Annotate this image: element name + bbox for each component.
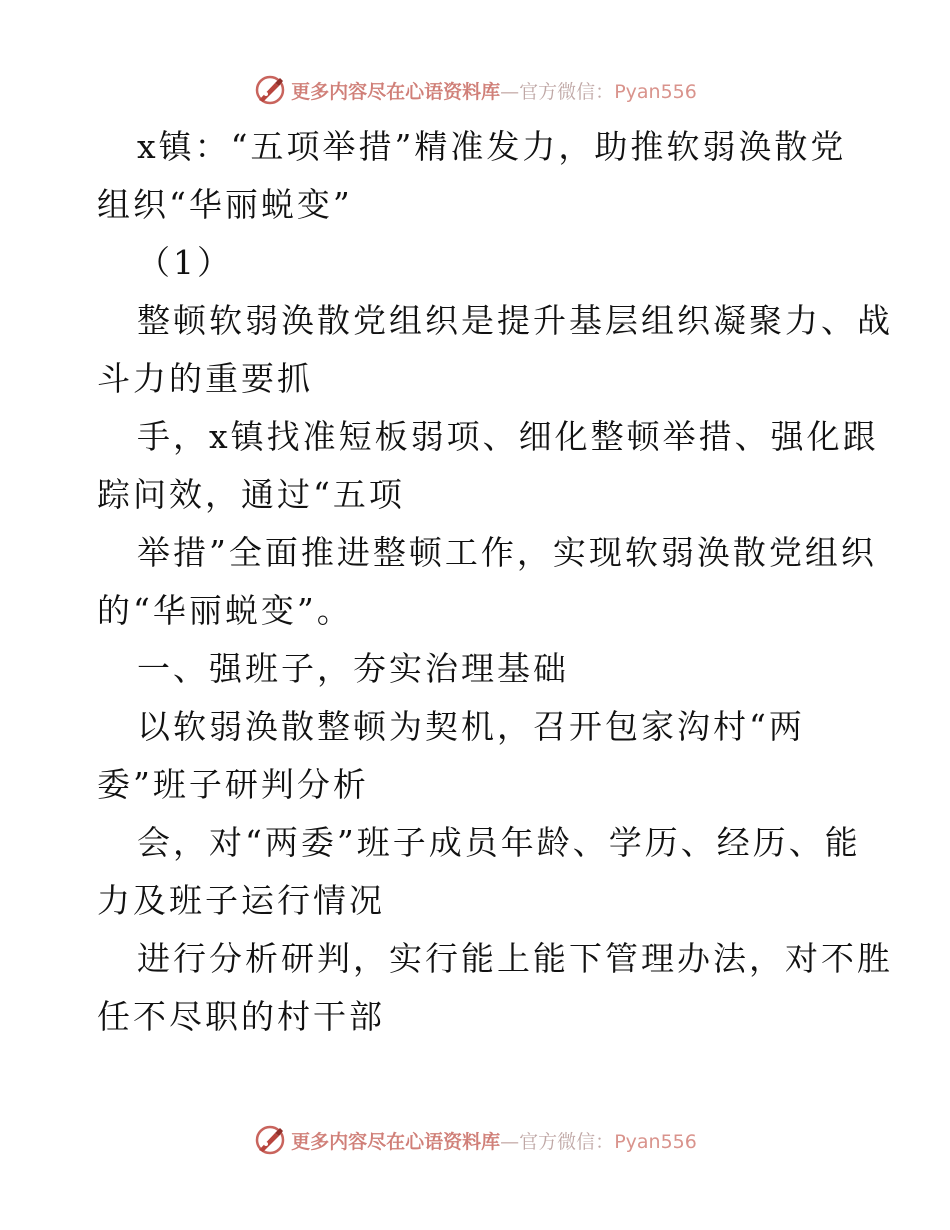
text-line: 会，对“两委”班子成员年龄、学历、经历、能 <box>137 823 861 862</box>
text-line: 踪问效，通过“五项 <box>97 475 405 514</box>
text-line: 以软弱涣散整顿为契机，召开包家沟村“两 <box>137 707 805 746</box>
text-line: 斗力的重要抓 <box>97 359 313 398</box>
text-line: x镇：“五项举措”精准发力，助推软弱涣散党 <box>137 127 847 166</box>
pen-logo-icon <box>253 1123 287 1157</box>
text-line: 举措”全面推进整顿工作，实现软弱涣散党组织 <box>137 533 877 572</box>
text-line: 进行分析研判，实行能上能下管理办法，对不胜 <box>137 939 893 978</box>
text-line: 力及班子运行情况 <box>97 881 385 920</box>
pen-logo-icon <box>253 73 287 107</box>
document-body <box>97 118 893 1046</box>
watermark-text: 更多内容尽在心语资料库—官方微信：Pyan556 <box>291 1130 697 1153</box>
text-line: 任不尽职的村干部 <box>97 997 385 1036</box>
text-line: 的“华丽蜕变”。 <box>97 591 353 630</box>
watermark-footer <box>0 1120 950 1160</box>
text-line: 整顿软弱涣散党组织是提升基层组织凝聚力、战 <box>137 301 893 340</box>
text-line: （1） <box>137 243 233 282</box>
text-line: 手，x镇找准短板弱项、细化整顿举措、强化跟 <box>137 417 879 456</box>
text-line: 委”班子研判分析 <box>97 765 369 804</box>
watermark-text: 更多内容尽在心语资料库—官方微信：Pyan556 <box>291 80 697 103</box>
watermark-header <box>0 70 950 110</box>
text-line: 一、强班子，夯实治理基础 <box>137 649 569 688</box>
text-line: 组织“华丽蜕变” <box>97 185 353 224</box>
